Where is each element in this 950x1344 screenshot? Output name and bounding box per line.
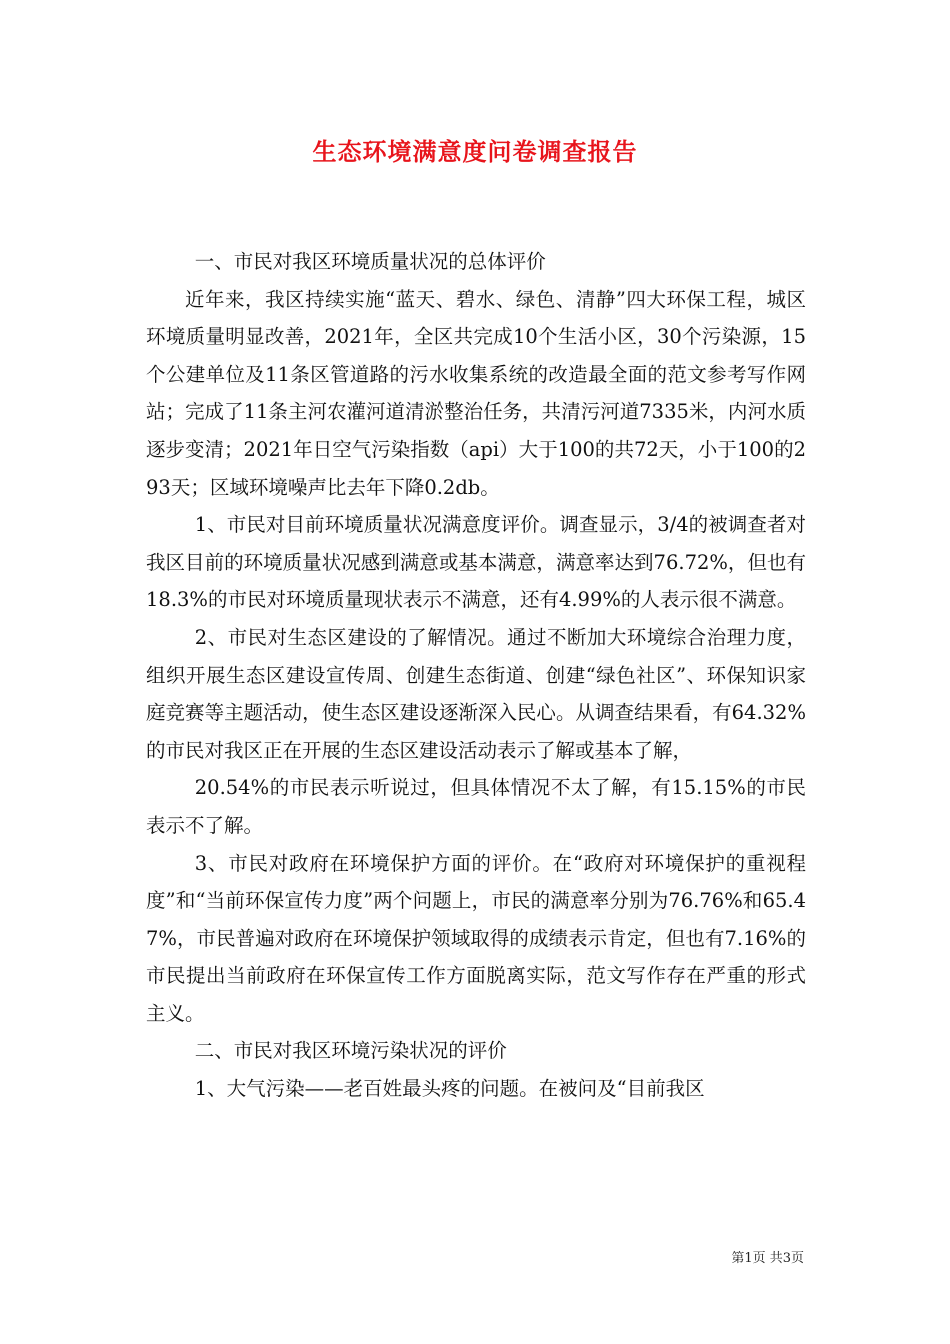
paragraph-satisfaction: 1、市民对目前环境质量状况满意度评价。调查显示，3/4的被调查者对我区目前的环境质量状况感到满意或基本满意，满意率达到76.72%，但也有18.3%的市民对环境质量现状表示不满意，还有4.99%的人表示很不满意。 <box>146 513 806 612</box>
page-number: 第1页 共3页 <box>731 1251 804 1266</box>
paragraph-government-evaluation: 3、市民对政府在环境保护方面的评价。在“政府对环境保护的重视程度”和“当前环保宣传力度”两个问题上，市民的满意率分别为76.76%和65.47%，市民普遍对政府在环境保护领域取得的成绩表示肯定，但也有7.16%的市民提出当前政府在环保宣传工作方面脱离实际，范文写作存在严重的形式主义。 <box>146 851 806 1025</box>
page-title: 生态环境满意度问卷调查报告 <box>312 137 638 166</box>
paragraph-air-pollution: 1、大气污染——老百姓最头疼的问题。在被问及“目前我区 <box>194 1077 705 1101</box>
paragraph-overview: 近年来，我区持续实施“蓝天、碧水、绿色、清静”四大环保工程，城区环境质量明显改善，2021年，全区共完成10个生活小区，30个污染源，15个公建单位及11条区管道路的污水收集系统的改造最全面的范文参考写作网站；完成了11条主河农灌河道清淤整治任务，共清污河道7335米，内河水质逐步变清；2021年日空气污染指数（api）大于100的共72天，小于100的293天；区域环境噪声比去年下降0.2db。 <box>146 287 806 499</box>
paragraph-eco-awareness: 2、市民对生态区建设的了解情况。通过不断加大环境综合治理力度，组织开展生态区建设宣传周、创建生态街道、创建“绿色社区”、环保知识家庭竞赛等主题活动，使生态区建设逐渐深入民心。从调查结果看，有64.32%的市民对我区正在开展的生态区建设活动表示了解或基本了解， <box>146 625 806 762</box>
section-heading-2: 二、市民对我区环境污染状况的评价 <box>194 1039 507 1063</box>
document-body <box>146 243 806 1108</box>
section-heading-1: 一、市民对我区环境质量状况的总体评价 <box>194 250 546 273</box>
paragraph-eco-awareness-cont: 20.54%的市民表示听说过，但具体情况不太了解，有15.15%的市民表示不了解。 <box>146 776 806 837</box>
